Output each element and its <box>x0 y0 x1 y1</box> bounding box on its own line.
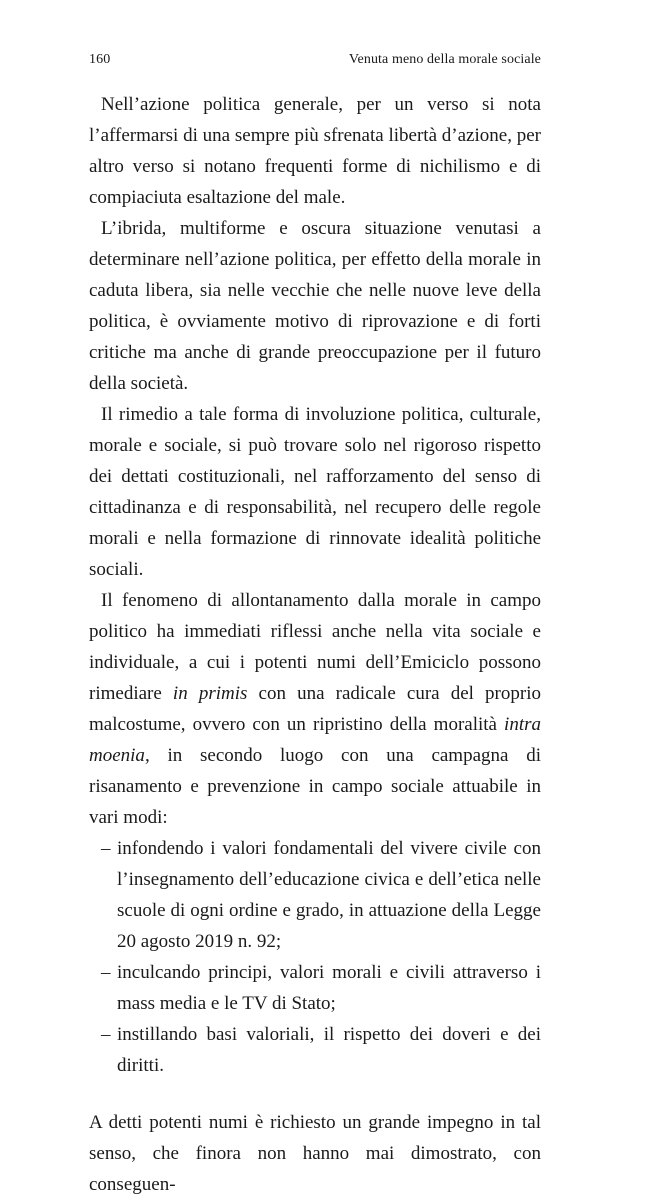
list-dash: – <box>101 838 111 859</box>
paragraph-4 <box>89 585 541 833</box>
list-dash: – <box>101 962 111 983</box>
paragraph-4-text-1: Il fenomeno di allontanamento dalla morale in campo politico ha immediati riflessi anche nella vita sociale e individuale, a cui i potenti numi dell’Emiciclo possono rimediare <box>89 590 541 704</box>
list-dash: – <box>101 1024 111 1045</box>
paragraph-1: Nell’azione politica generale, per un verso si nota l’affermarsi di una sempre più sfrenata libertà d’azione, per altro verso si notano frequenti forme di nichilismo e di compiaciuta esaltazione del male. <box>89 94 541 208</box>
list-item <box>89 957 541 1019</box>
list-item <box>89 1019 541 1081</box>
list-item-text: inculcando principi, valori morali e civili attraverso i mass media e le TV di Stato; <box>117 962 541 1014</box>
page-number: 160 <box>89 52 111 67</box>
paragraph-2: L’ibrida, multiforme e oscura situazione venutasi a determinare nell’azione politica, per effetto della morale in caduta libera, sia nelle vecchie che nelle nuove leve della politica, è ovviamente motivo di riprovazione e di forti critiche ma anche di grande preoccupazione per il futuro della società. <box>89 218 541 394</box>
paragraph-3: Il rimedio a tale forma di involuzione politica, culturale, morale e sociale, si può trovare solo nel rigoroso rispetto dei dettati costituzionali, nel rafforzamento del senso di cittadinanza e di responsabilità, nel recupero delle regole morali e nella formazione di rinnovate idealità politiche sociali. <box>89 404 541 580</box>
paragraph-4-italic-2: intra moenia <box>89 714 541 766</box>
page-body <box>89 89 541 1200</box>
list-item-text: infondendo i valori fondamentali del vivere civile con l’insegnamento dell’educazione civica e dell’etica nelle scuole di ogni ordine e grado, in attuazione della Legge 20 agosto 2019 n. 92; <box>117 838 541 952</box>
running-title: Venuta meno della morale sociale <box>348 52 541 67</box>
paragraph-4-text-2: con una radicale cura del proprio malcostume, ovvero con un ripristino della moralità <box>89 683 541 735</box>
list-item <box>89 833 541 957</box>
page-header <box>89 52 541 68</box>
list-item-text: instillando basi valoriali, il rispetto dei doveri e dei diritti. <box>117 1024 541 1076</box>
paragraph-4-text-3: , in secondo luogo con una campagna di risanamento e prevenzione in campo sociale attuabile in vari modi: <box>89 745 541 828</box>
closing-paragraph: A detti potenti numi è richiesto un grande impegno in tal senso, che finora non hanno mai dimostrato, con conseguen- <box>89 1112 541 1195</box>
paragraph-4-italic-1: in primis <box>172 683 248 704</box>
measures-list <box>89 833 541 1081</box>
